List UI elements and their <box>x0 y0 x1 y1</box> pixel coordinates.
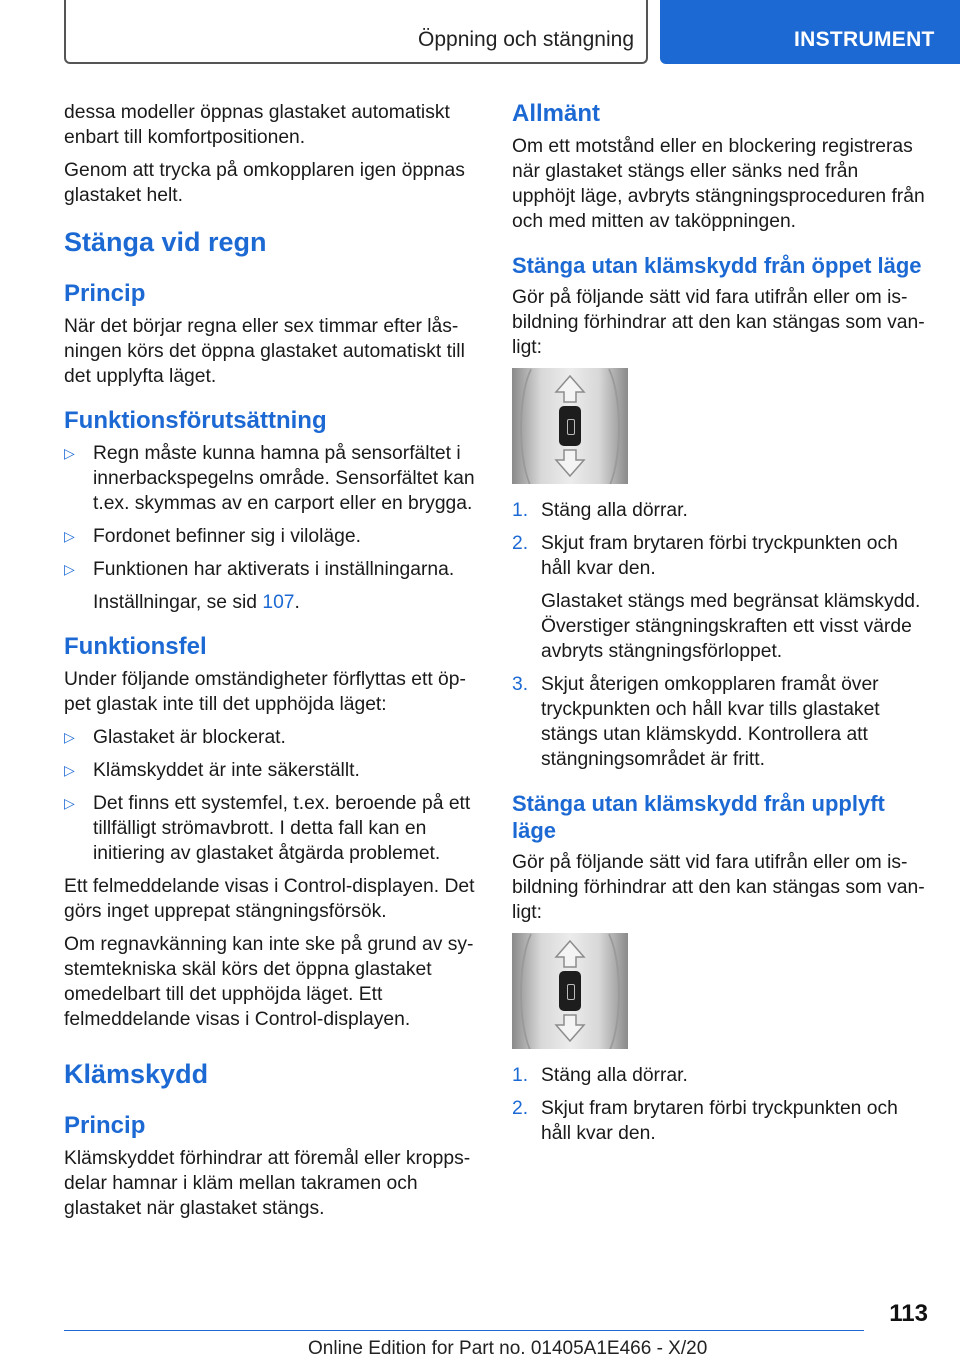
header-section-title: Öppning och stängning <box>418 28 634 51</box>
malfunction-paragraph-2: Om regnavkänning kan inte ske på grund av systemtekniska skäl körs det öppna glastaket omedelbart till det upphöjda läget. Ett felmeddelande visas i Control-displayen. <box>64 934 474 1030</box>
general-paragraph: Om ett motstånd eller en blockering registreras när glastaket stängs eller sänks ned från upphöjt läge, avbryts stängningsproceduren från och med mitten av taköppningen. <box>512 136 925 232</box>
header-section-box <box>64 0 648 64</box>
triangle-right-icon: ▷ <box>64 445 75 461</box>
roof-switch-knob <box>559 406 581 446</box>
heading-principle: Princip <box>64 280 146 307</box>
settings-reference: Inställningar, se sid 107. <box>93 592 300 613</box>
header-chapter-label: INSTRUMENT <box>794 28 935 51</box>
triangle-right-icon: ▷ <box>64 729 75 745</box>
heading-close-from-open: Stänga utan klämskydd från öppet läge <box>512 253 922 278</box>
roof-switch-knob <box>559 971 581 1011</box>
list-item: ▷ Funktionen har aktiverats i inställningarna. Inställningar, se sid 107. <box>64 557 478 615</box>
list-item: ▷ Det finns ett systemfel, t.ex. beroende på ett tillfälligt strömavbrott. I detta fall kan en initiering av glastaket åtgärda problemet. <box>64 793 471 864</box>
malfunction-list <box>64 725 478 866</box>
heading-close-from-raised: Stänga utan klämskydd från upplyft läge <box>512 791 885 843</box>
malfunction-paragraph-1: Ett felmeddelande visas i Control-displayen. Det görs inget upprepat stängningsförsök. <box>64 876 475 922</box>
intro-paragraph-1: dessa modeller öppnas glastaket automatiskt enbart till komfortpositionen. <box>64 102 450 148</box>
requirements-list <box>64 441 478 615</box>
pinch-principle-paragraph: Klämskyddet förhindrar att föremål eller kroppsdelar hamnar i kläm mellan takramen och glastaket när glastaket stängs. <box>64 1148 471 1219</box>
page-number: 113 <box>889 1300 928 1327</box>
steps-list-open <box>512 498 926 772</box>
intro-paragraph-2: Genom att trycka på omkopplaren igen öppnas glastaket helt. <box>64 160 465 206</box>
footer-divider <box>64 1330 864 1331</box>
steps-list-raised <box>512 1063 926 1146</box>
list-item: 1. Stäng alla dörrar. <box>512 1065 688 1086</box>
footer-edition: Online Edition for Part no. 01405A1E466 - X/20 <box>308 1338 708 1359</box>
principle-paragraph: När det börjar regna eller sex timmar efter låsningen körs det öppna glastaket automatiskt till det upplyfta läget. <box>64 316 465 387</box>
list-item: 2. Skjut fram brytaren förbi tryckpunkten och håll kvar den. Glastaket stängs med begränsat klämskydd. Överstiger stängningskraften ett visst värde avbryts stängningsförloppet. <box>512 531 926 664</box>
header-chapter-tab[interactable] <box>660 0 960 64</box>
close-open-paragraph: Gör på följande sätt vid fara utifrån eller om isbildning förhindrar att den kan stängas som vanligt: <box>512 287 925 358</box>
triangle-right-icon: ▷ <box>64 561 75 577</box>
roof-switch-illustration <box>512 368 628 484</box>
heading-close-in-rain: Stänga vid regn <box>64 227 267 257</box>
list-item: ▷ Regn måste kunna hamna på sensorfältet i innerbackspegelns område. Sensorfältet kan t.ex. skymmas av en carport eller en brygga. <box>64 443 475 514</box>
heading-principle-2: Princip <box>64 1112 146 1139</box>
step-note: Glastaket stängs med begränsat klämskydd. Överstiger stängningskraften ett visst värde avbryts stängningsförloppet. <box>541 591 921 662</box>
left-column <box>64 100 478 1229</box>
heading-malfunction: Funktionsfel <box>64 633 207 660</box>
list-item: ▷ Glastaket är blockerat. <box>64 727 286 748</box>
list-item: ▷ Klämskyddet är inte säkerställt. <box>64 760 360 781</box>
heading-pinch-protection: Klämskydd <box>64 1059 209 1089</box>
list-item: 3. Skjut återigen omkopplaren framåt över tryckpunkten och håll kvar tills glastaket stängs utan klämskydd. Kontrollera att stängningsområdet är fritt. <box>512 674 880 770</box>
roof-switch-illustration-2 <box>512 933 628 1049</box>
triangle-right-icon: ▷ <box>64 762 75 778</box>
heading-requirements: Funktionsförutsättning <box>64 407 327 434</box>
heading-general: Allmänt <box>512 100 601 127</box>
triangle-right-icon: ▷ <box>64 795 75 811</box>
malfunction-intro: Under följande omständigheter förflyttas ett öppet glastak inte till det upphöjda läget: <box>64 669 466 715</box>
right-column <box>512 100 926 1154</box>
list-item: 2. Skjut fram brytaren förbi tryckpunkten och håll kvar den. <box>512 1098 898 1144</box>
close-raised-paragraph: Gör på följande sätt vid fara utifrån eller om isbildning förhindrar att den kan stängas som vanligt: <box>512 852 925 923</box>
triangle-right-icon: ▷ <box>64 528 75 544</box>
list-item: 1. Stäng alla dörrar. <box>512 500 688 521</box>
page-link-107[interactable]: 107 <box>262 592 295 613</box>
list-item: ▷ Fordonet befinner sig i viloläge. <box>64 526 361 547</box>
